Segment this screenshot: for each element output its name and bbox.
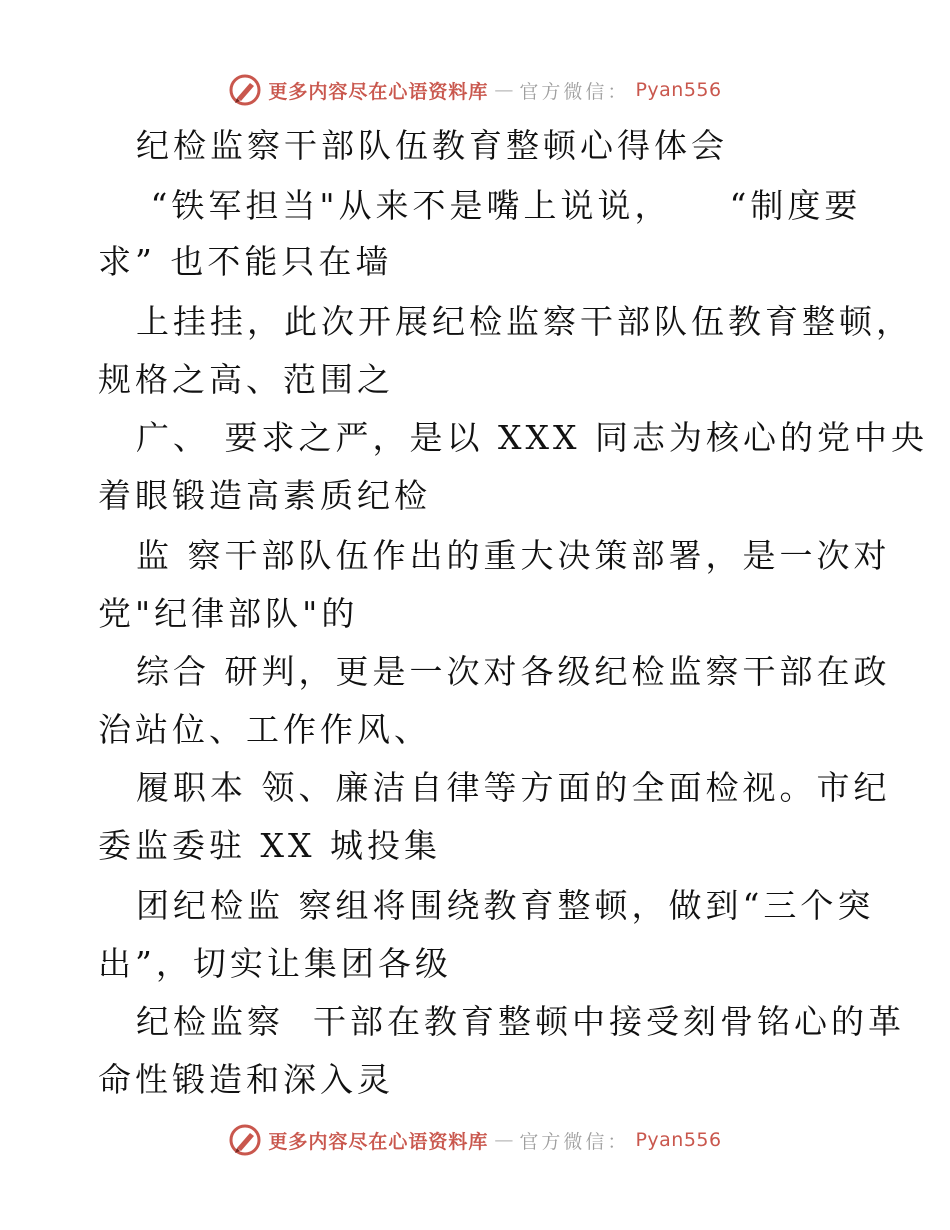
body-line: 上挂挂，此次开展纪检监察干部队伍教育整顿， bbox=[136, 302, 913, 341]
watermark-label: 官方微信： bbox=[519, 1130, 630, 1153]
body-line: 履职本 领、廉洁自律等方面的全面检视。市纪 bbox=[136, 768, 891, 807]
watermark-dash: — bbox=[494, 79, 514, 101]
body-line: 监 察干部队伍作出的重大决策部署，是一次对 bbox=[136, 536, 891, 575]
body-line: 规格之高、范围之 bbox=[98, 360, 394, 399]
body-line: 广、 要求之严，是以 XXX 同志为核心的党中央 bbox=[136, 418, 928, 457]
watermark-id: Pyan556 bbox=[635, 79, 722, 101]
body-line: 党"纪律部队"的 bbox=[98, 594, 359, 633]
watermark-brand: 更多内容尽在心语资料库 bbox=[268, 1130, 489, 1153]
body-line: 治站位、工作作风、 bbox=[98, 710, 431, 749]
body-line: 出”，切实让集团各级 bbox=[98, 944, 452, 983]
watermark-id: Pyan556 bbox=[635, 1129, 722, 1151]
footer-watermark bbox=[0, 1120, 950, 1160]
watermark-label: 官方微信： bbox=[519, 80, 630, 103]
pen-logo-icon bbox=[228, 1123, 262, 1157]
body-line: 委监委驻 XX 城投集 bbox=[98, 826, 441, 865]
watermark-brand: 更多内容尽在心语资料库 bbox=[268, 80, 489, 103]
pen-logo-icon bbox=[228, 73, 262, 107]
body-line: 纪检监察 干部在教育整顿中接受刻骨铭心的革 bbox=[136, 1002, 905, 1041]
body-line: 着眼锻造高素质纪检 bbox=[98, 476, 431, 515]
body-line: 综合 研判，更是一次对各级纪检监察干部在政 bbox=[136, 652, 891, 691]
body-line: 团纪检监 察组将围绕教育整顿，做到“三个突 bbox=[136, 886, 875, 925]
body-line: 命性锻造和深入灵 bbox=[98, 1060, 394, 1099]
watermark-dash: — bbox=[494, 1129, 514, 1151]
document-title: 纪检监察干部队伍教育整顿心得体会 bbox=[136, 126, 728, 165]
body-line: 求” 也不能只在墙 bbox=[98, 242, 393, 281]
body-line: “铁军担当"从来不是嘴上说说， “制度要 bbox=[136, 186, 862, 225]
header-watermark bbox=[0, 70, 950, 110]
